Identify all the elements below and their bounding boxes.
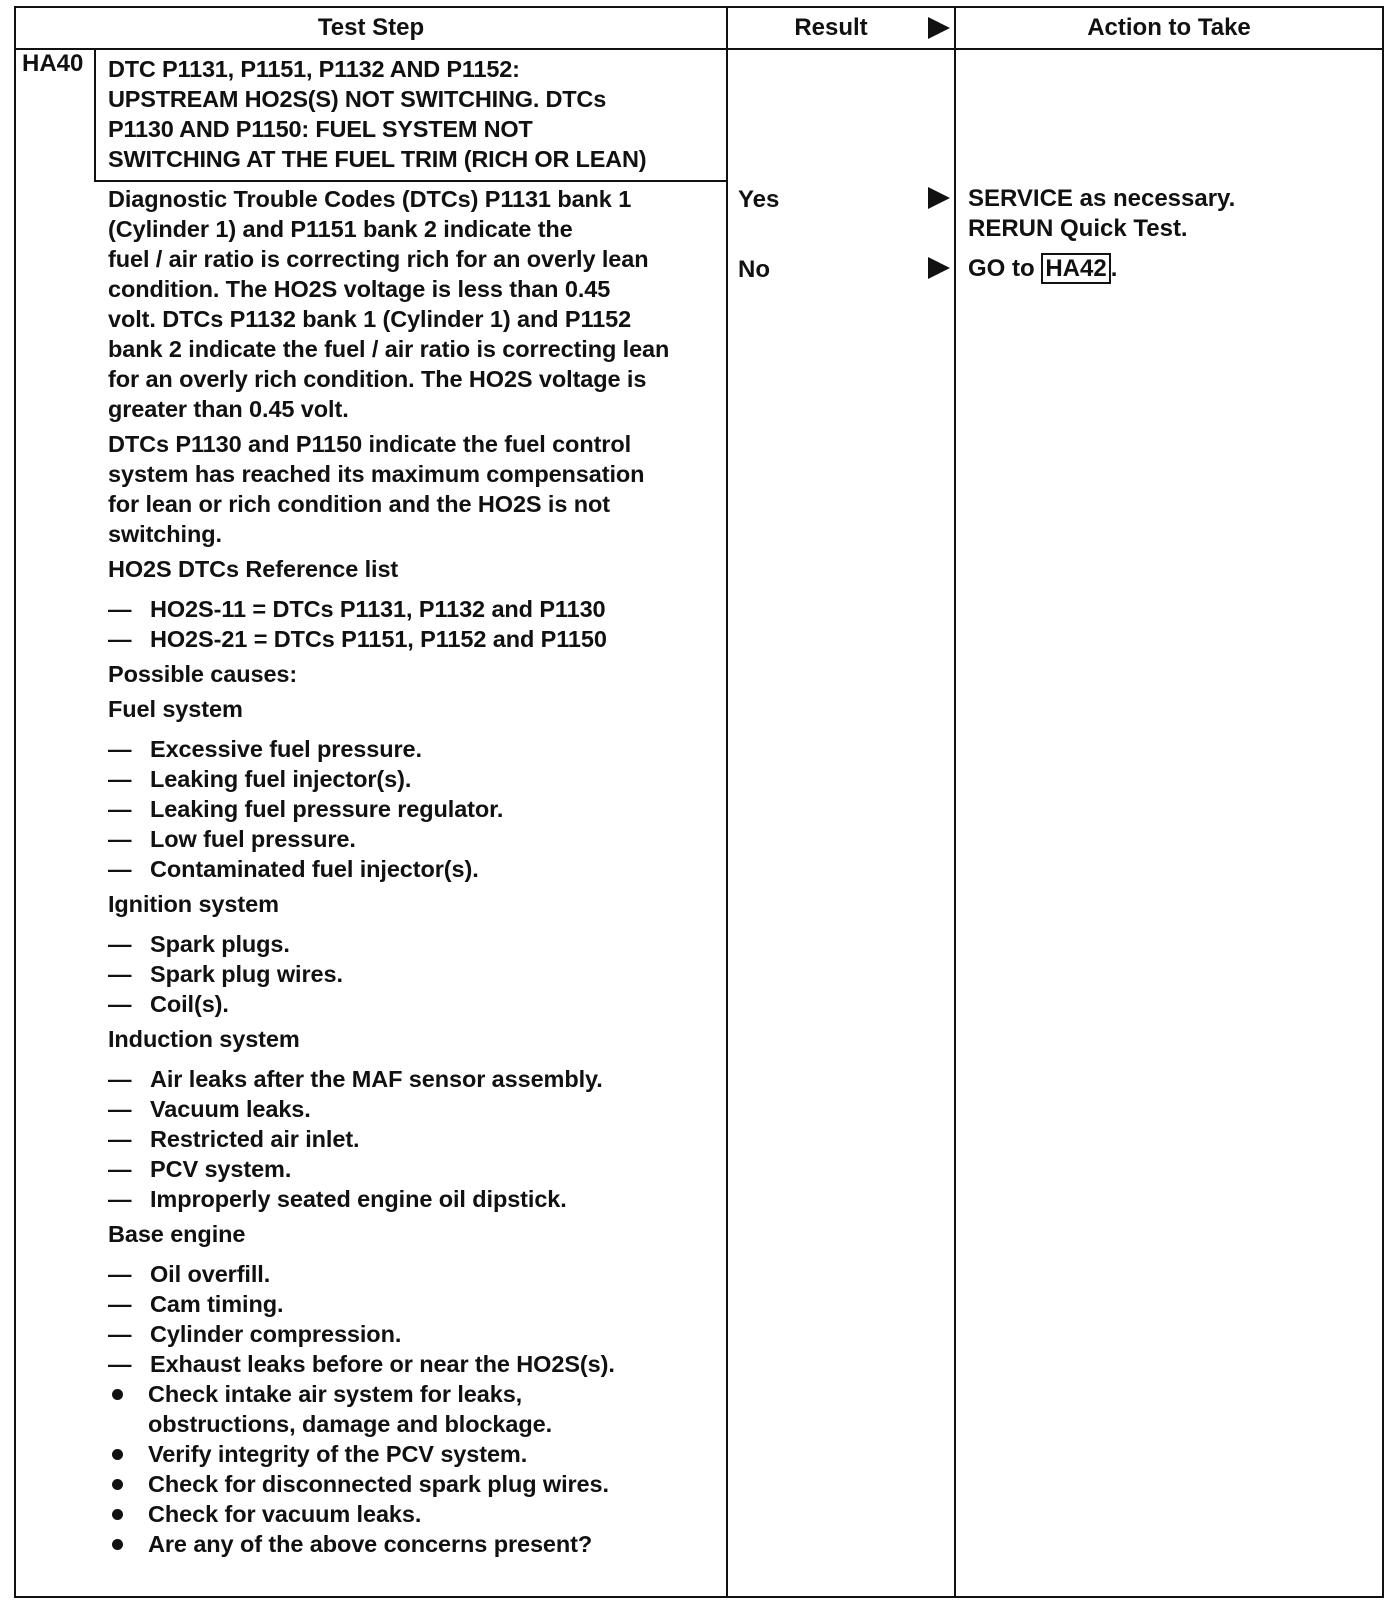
- result-no: No: [738, 256, 770, 283]
- result-yes-arrow-icon: [928, 187, 950, 209]
- paragraph-line: Diagnostic Trouble Codes (DTCs) P1131 bank 1: [108, 186, 632, 212]
- list-item: — Cylinder compression.: [108, 1321, 402, 1347]
- list-item: — Oil overfill.: [108, 1261, 271, 1287]
- check-item: Check for disconnected spark plug wires.: [108, 1469, 748, 1499]
- paragraph-line: for lean or rich condition and the HO2S is not: [108, 491, 610, 517]
- list-item: — Leaking fuel injector(s).: [108, 766, 412, 792]
- goto-step-link[interactable]: HA42: [1041, 253, 1110, 284]
- induction-system-heading: Induction system: [108, 1026, 300, 1052]
- check-item: Check intake air system for leaks, obstructions, damage and blockage.: [108, 1379, 748, 1439]
- result-no-arrow-icon: [928, 257, 950, 279]
- bullet-icon: [112, 1509, 123, 1520]
- check-item: Verify integrity of the PCV system.: [108, 1439, 748, 1469]
- header-action: Action to Take: [1087, 14, 1251, 41]
- bullet-icon: [112, 1449, 123, 1460]
- induction-system-list: [108, 1064, 748, 1214]
- paragraph-line: (Cylinder 1) and P1151 bank 2 indicate the: [108, 216, 573, 242]
- list-item: — HO2S-11 = DTCs P1131, P1132 and P1130: [108, 596, 606, 622]
- list-item: — Excessive fuel pressure.: [108, 736, 422, 762]
- title-line: P1130 AND P1150: FUEL SYSTEM NOT: [108, 116, 533, 142]
- list-item: — Restricted air inlet.: [108, 1126, 360, 1152]
- bullet-icon: [112, 1389, 123, 1400]
- paragraph-line: greater than 0.45 volt.: [108, 396, 349, 422]
- list-item: — Spark plug wires.: [108, 961, 343, 987]
- list-item: — Spark plugs.: [108, 931, 290, 957]
- paragraph-line: volt. DTCs P1132 bank 1 (Cylinder 1) and P1152: [108, 306, 632, 332]
- header-arrow-icon: [928, 17, 950, 39]
- check-item-question: Are any of the above concerns present?: [108, 1529, 748, 1559]
- column-divider-action: [954, 8, 956, 1596]
- list-item: — Leaking fuel pressure regulator.: [108, 796, 504, 822]
- paragraph-line: switching.: [108, 521, 222, 547]
- bullet-icon: [112, 1539, 123, 1550]
- list-item: — HO2S-21 = DTCs P1151, P1152 and P1150: [108, 626, 607, 652]
- action-line: RERUN Quick Test.: [968, 215, 1188, 242]
- step-id: HA40: [22, 50, 84, 77]
- paragraph-dtc-max-compensation: [108, 429, 748, 549]
- list-item: — Exhaust leaks before or near the HO2S(s).: [108, 1351, 615, 1377]
- header-divider: [16, 48, 1382, 50]
- list-item: — Contaminated fuel injector(s).: [108, 856, 479, 882]
- action-no-suffix: .: [1110, 255, 1118, 282]
- title-line: DTC P1131, P1151, P1132 AND P1152:: [108, 56, 520, 82]
- action-line: SERVICE as necessary.: [968, 185, 1236, 212]
- list-item: — Cam timing.: [108, 1291, 284, 1317]
- check-item: Check for vacuum leaks.: [108, 1499, 748, 1529]
- action-no-prefix: GO to: [968, 255, 1042, 282]
- base-engine-list: [108, 1259, 748, 1379]
- paragraph-line: for an overly rich condition. The HO2S voltage is: [108, 366, 647, 392]
- base-engine-heading: Base engine: [108, 1221, 246, 1247]
- paragraph-line: fuel / air ratio is correcting rich for an overly lean: [108, 246, 649, 272]
- ignition-system-list: [108, 929, 748, 1019]
- ignition-system-heading: Ignition system: [108, 891, 279, 917]
- fuel-system-heading: Fuel system: [108, 696, 243, 722]
- step-title: [108, 54, 728, 174]
- paragraph-line: condition. The HO2S voltage is less than 0.45: [108, 276, 611, 302]
- checks-list: [108, 1379, 748, 1559]
- list-item: — PCV system.: [108, 1156, 292, 1182]
- title-line: UPSTREAM HO2S(S) NOT SWITCHING. DTCs: [108, 86, 607, 112]
- reference-heading: HO2S DTCs Reference list: [108, 556, 399, 582]
- list-item: — Vacuum leaks.: [108, 1096, 311, 1122]
- possible-causes-heading: Possible causes:: [108, 661, 298, 687]
- title-divider: [94, 180, 728, 182]
- step-body: [108, 184, 748, 1559]
- paragraph-line: DTCs P1130 and P1150 indicate the fuel control: [108, 431, 632, 457]
- paragraph-line: bank 2 indicate the fuel / air ratio is correcting lean: [108, 336, 670, 362]
- list-item: — Improperly seated engine oil dipstick.: [108, 1186, 567, 1212]
- action-yes: [968, 184, 1235, 244]
- header-test-step: Test Step: [317, 14, 425, 41]
- fuel-system-list: [108, 734, 748, 884]
- result-yes: Yes: [738, 186, 780, 213]
- list-item: — Coil(s).: [108, 991, 229, 1017]
- list-item: — Air leaks after the MAF sensor assembly.: [108, 1066, 603, 1092]
- title-line: SWITCHING AT THE FUEL TRIM (RICH OR LEAN): [108, 146, 647, 172]
- paragraph-dtc-rich-lean: [108, 184, 748, 424]
- bullet-icon: [112, 1479, 123, 1490]
- action-no: [968, 254, 1117, 284]
- header-result: Result: [794, 14, 868, 41]
- list-item: — Low fuel pressure.: [108, 826, 356, 852]
- paragraph-line: system has reached its maximum compensation: [108, 461, 645, 487]
- reference-list: [108, 594, 748, 654]
